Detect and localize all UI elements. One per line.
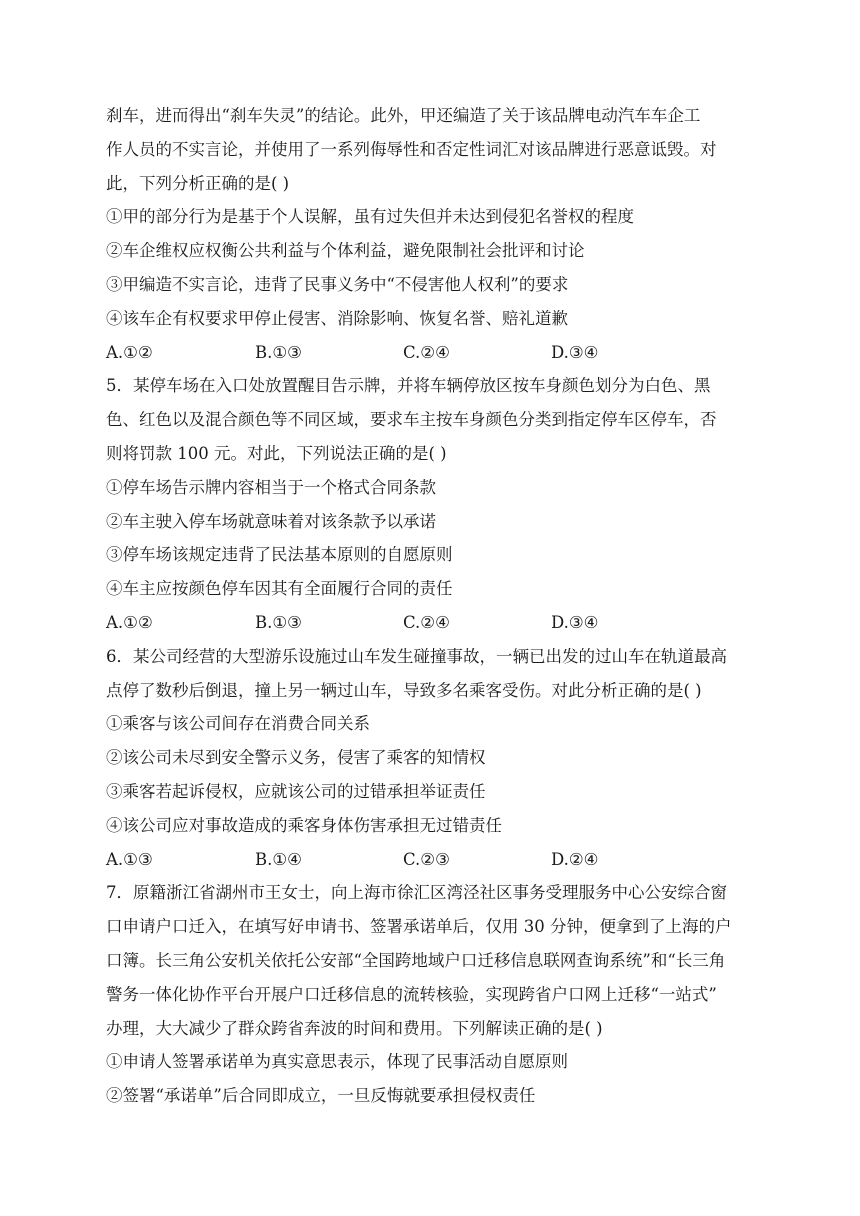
question-7	[106, 876, 766, 1113]
question-stem-line: 则将罚款 100 元。对此，下列说法正确的是( )	[106, 443, 447, 463]
statement-item: ③乘客若起诉侵权，应就该公司的过错承担举证责任	[106, 781, 486, 801]
statement-item: ④该车企有权要求甲停止侵害、消除影响、恢复名誉、赔礼道歉	[106, 308, 568, 328]
question-5	[106, 369, 766, 639]
option-b: B.①③	[255, 612, 302, 632]
question-stem-line: 警务一体化协作平台开展户口迁移信息的流转核验，实现跨省户口网上迁移“一站式”	[106, 984, 717, 1004]
statement-item: ④车主应按颜色停车因其有全面履行合同的责任	[106, 579, 453, 599]
option-b: B.①④	[255, 849, 302, 869]
answer-options	[106, 843, 766, 877]
question-stem-line: 口簿。长三角公安机关依托公安部“全国跨地域户口迁移信息联网查询系统”和“长三角	[106, 950, 726, 970]
option-c: C.②④	[403, 612, 450, 632]
answer-options	[106, 336, 766, 370]
option-d: D.③④	[551, 342, 599, 362]
statement-item: ①停车场告示牌内容相当于一个格式合同条款	[106, 477, 436, 497]
option-d: D.③④	[551, 612, 599, 632]
statement-item: ②车企维权应权衡公共利益与个体利益，避免限制社会批评和讨论	[106, 241, 585, 261]
question-stem-line: 7．原籍浙江省湖州市王女士，向上海市徐汇区湾泾社区事务受理服务中心公安综合窗	[106, 883, 727, 903]
statement-item: ②该公司未尽到安全警示义务，侵害了乘客的知情权	[106, 748, 486, 768]
statement-item: ②签署“承诺单”后合同即成立，一旦反悔就要承担侵权责任	[106, 1086, 536, 1106]
question-stem-line: 此，下列分析正确的是( )	[106, 173, 290, 193]
answer-options	[106, 606, 766, 640]
question-stem-line: 口申请户口迁入，在填写好申请书、签署承诺单后，仅用 30 分钟，便拿到了上海的户	[106, 917, 732, 937]
question-stem-line: 点停了数秒后倒退，撞上另一辆过山车，导致多名乘客受伤。对此分析正确的是( )	[106, 680, 702, 700]
statement-item: ①乘客与该公司间存在消费合同关系	[106, 714, 370, 734]
question-stem-line: 作人员的不实言论，并使用了一系列侮辱性和否定性词汇对该品牌进行恶意诋毁。对	[106, 139, 717, 159]
exam-page	[106, 99, 766, 1113]
question-stem-line: 6．某公司经营的大型游乐设施过山车发生碰撞事故，一辆已出发的过山车在轨道最高	[106, 646, 727, 666]
option-a: A.①③	[106, 849, 153, 869]
question-stem-line: 办理，大大减少了群众跨省奔波的时间和费用。下列解读正确的是( )	[106, 1018, 603, 1038]
question-stem-line: 色、红色以及混合颜色等不同区域，要求车主按车身颜色分类到指定停车区停车，否	[106, 410, 717, 430]
statement-item: ④该公司应对事故造成的乘客身体伤害承担无过错责任	[106, 815, 502, 835]
question-6	[106, 640, 766, 877]
question-stem-line: 刹车，进而得出“刹车失灵”的结论。此外，甲还编造了关于该品牌电动汽车车企工	[106, 106, 701, 125]
option-a: A.①②	[106, 612, 153, 632]
option-a: A.①②	[106, 342, 153, 362]
statement-item: ②车主驶入停车场就意味着对该条款予以承诺	[106, 511, 436, 531]
question-4	[106, 99, 766, 369]
option-c: C.②④	[403, 342, 450, 362]
option-d: D.②④	[551, 849, 599, 869]
question-stem-line: 5．某停车场在入口处放置醒目告示牌，并将车辆停放区按车身颜色划分为白色、黑	[106, 376, 711, 396]
option-b: B.①③	[255, 342, 302, 362]
statement-item: ③甲编造不实言论，违背了民事义务中“不侵害他人权利”的要求	[106, 274, 569, 294]
statement-item: ③停车场该规定违背了民法基本原则的自愿原则	[106, 545, 453, 565]
option-c: C.②③	[403, 849, 450, 869]
statement-item: ①申请人签署承诺单为真实意思表示，体现了民事活动自愿原则	[106, 1052, 568, 1072]
statement-item: ①甲的部分行为是基于个人误解，虽有过失但并未达到侵犯名誉权的程度	[106, 207, 634, 227]
